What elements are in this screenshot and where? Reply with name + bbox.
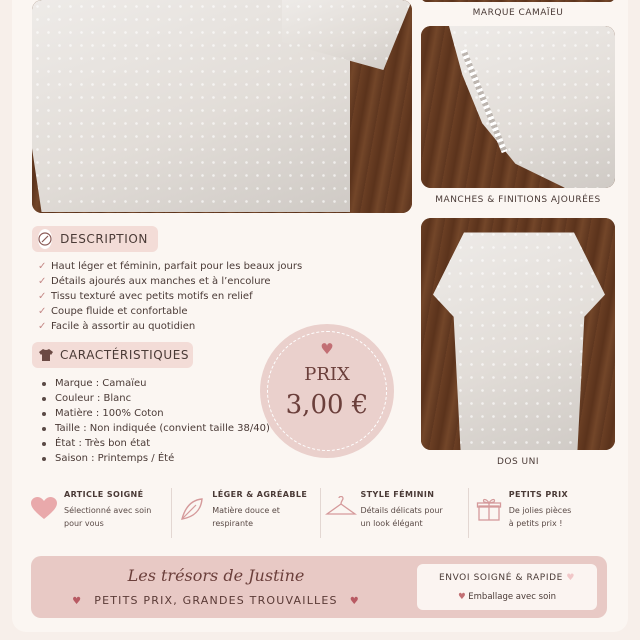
shop-banner <box>31 556 607 618</box>
shipping-box <box>417 564 597 610</box>
description-title: DESCRIPTION <box>60 232 148 246</box>
list-item: Marque : Camaïeu <box>38 376 270 391</box>
list-item: État : Très bon état <box>38 436 270 451</box>
shipping-title: ENVOI SOIGNÉ & RAPIDE ♥ <box>438 573 576 583</box>
list-item: Saison : Printemps / Été <box>38 451 270 466</box>
sleeve-photo-caption: MANCHES & FINITIONS AJOURÉES <box>435 195 601 205</box>
list-item: ✓ Détails ajourés aux manches et à l’encolure <box>38 276 271 287</box>
heart-icon <box>30 496 58 520</box>
list-item: Taille : Non indiquée (convient taille 38/40) <box>38 421 270 436</box>
list-item: ✓ Coupe fluide et confortable <box>38 306 188 317</box>
shop-name: Les trésors de Justine <box>127 566 305 585</box>
feature-item: ARTICLE SOIGNÉ Sélectionné avec soin pour vous <box>24 488 171 538</box>
brand-photo-caption: MARQUE CAMAÏEU <box>472 8 564 18</box>
back-photo[interactable] <box>421 218 615 450</box>
list-item: ✓ Facile à assortir au quotidien <box>38 321 196 332</box>
sleeve-photo[interactable] <box>421 26 615 188</box>
check-icon: ✓ <box>38 261 47 272</box>
features-row <box>24 488 616 538</box>
heart-icon: ♥ <box>349 596 360 607</box>
price-label: PRIX <box>304 364 350 385</box>
gift-icon <box>476 496 502 522</box>
characteristics-list <box>38 376 270 466</box>
back-photo-caption: DOS UNI <box>496 457 540 467</box>
main-photo[interactable] <box>32 0 412 213</box>
brand-photo[interactable] <box>421 0 615 2</box>
characteristics-header <box>32 342 193 368</box>
heart-icon: ♥ <box>566 573 576 583</box>
check-icon: ✓ <box>38 276 47 287</box>
shipping-subtitle: ♥ Emballage avec soin <box>457 592 557 602</box>
feature-item: LÉGER & AGRÉABLE Matière douce et respirante <box>171 488 319 538</box>
hanger-icon <box>325 496 357 518</box>
check-icon: ✓ <box>38 306 47 317</box>
description-header <box>32 226 158 252</box>
heart-icon: ♥ <box>457 592 466 602</box>
list-item: ✓ Haut léger et féminin, parfait pour les beaux jours <box>38 261 303 272</box>
shop-tagline: ♥ PETITS PRIX, GRANDES TROUVAILLES ♥ <box>72 594 360 607</box>
list-item: Matière : 100% Coton <box>38 406 270 421</box>
pen-circle-icon <box>38 229 52 249</box>
list-item: Couleur : Blanc <box>38 391 270 406</box>
description-list <box>38 259 302 334</box>
price-value: 3,00 € <box>285 390 369 420</box>
price-badge <box>260 324 394 458</box>
tshirt-icon <box>38 345 54 365</box>
feather-icon <box>179 496 205 522</box>
heart-icon: ♥ <box>72 596 83 607</box>
heart-icon: ♥ <box>320 340 334 358</box>
feature-item: STYLE FÉMININ Détails délicats pour un look élégant <box>320 488 468 538</box>
check-icon: ✓ <box>38 291 47 302</box>
check-icon: ✓ <box>38 321 47 332</box>
feature-item: PETITS PRIX De jolies pièces à petits prix ! <box>468 488 616 538</box>
list-item: ✓ Tissu texturé avec petits motifs en relief <box>38 291 253 302</box>
characteristics-title: CARACTÉRISTIQUES <box>60 348 190 362</box>
